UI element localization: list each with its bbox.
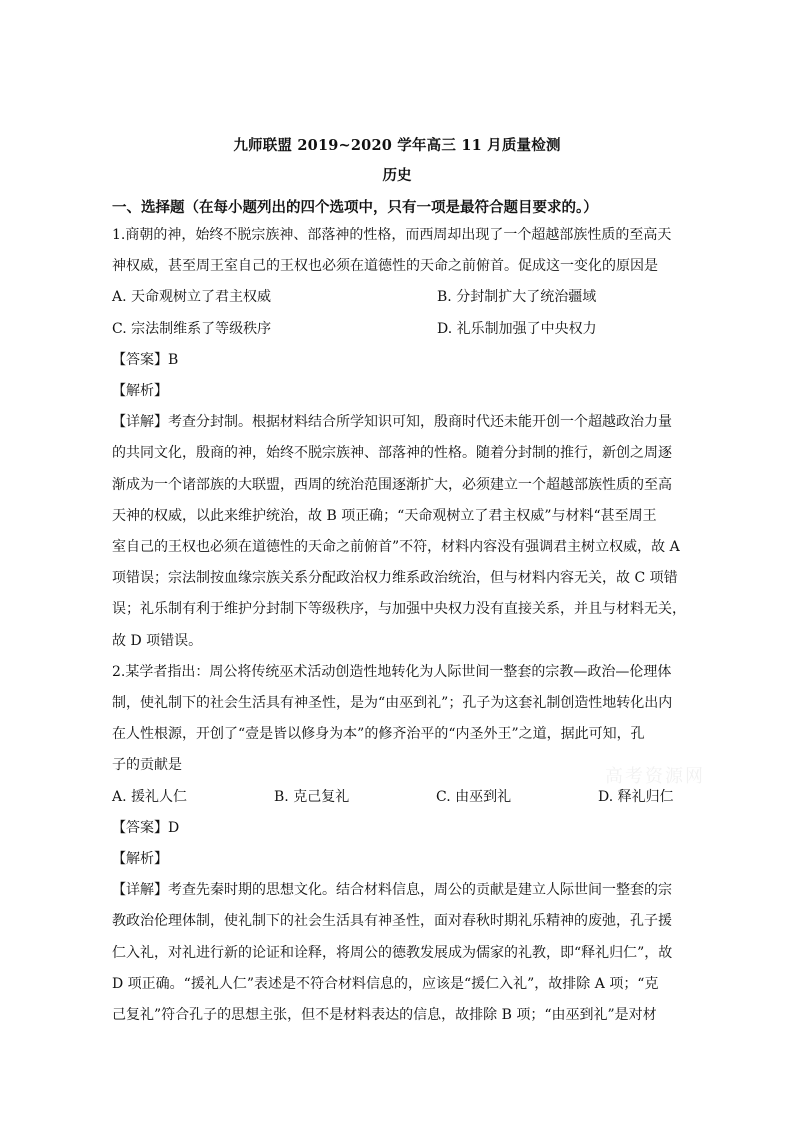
q2-option-d: D. 释礼归仁 <box>598 788 674 805</box>
q2-option-b: B. 克己复礼 <box>274 788 350 805</box>
q1-detail-line: 的共同文化，殷商的神，始终不脱宗族神、部落神的性格。随着分封制的推行，新创之周逐 <box>112 445 672 462</box>
q1-option-b: B. 分封制扩大了统治疆域 <box>437 289 597 306</box>
q1-option-d: D. 礼乐制加强了中央权力 <box>437 320 597 337</box>
q1-detail-line: 渐成为一个诸部族的大联盟，西周的统治范围逐渐扩大，必须建立一个超越部族性质的至高 <box>112 476 672 493</box>
q1-detail-line: 故 D 项错误。 <box>112 632 203 649</box>
q2-stem-line: 在人性根源，开创了“壹是皆以修身为本”的修齐治平的“内圣外王”之道，据此可知，孔 <box>112 726 645 743</box>
q2-detail-line: D 项正确。“援礼人仁”表述是不符合材料信息的，应该是“援仁入礼”，故排除 A 项；“克 <box>112 975 659 992</box>
q2-option-c: C. 由巫到礼 <box>436 788 512 805</box>
q2-answer: 【答案】D <box>112 819 180 836</box>
exam-title: 九师联盟 2019~2020 学年高三 11 月质量检测 <box>233 137 561 154</box>
q2-stem-line: 制，使礼制下的社会生活具有神圣性，是为“由巫到礼”；孔子为这套礼制创造性地转化出内 <box>112 695 673 712</box>
q1-stem-line: 1.商朝的神，始终不脱宗族神、部落神的性格，而西周却出现了一个超越部族性质的至高天 <box>112 227 672 243</box>
q2-stem-line: 2.某学者指出：周公将传统巫术活动创造性地转化为人际世间一整套的宗教—政治—伦理体 <box>112 663 672 680</box>
q1-options-row-2 <box>112 314 692 345</box>
q2-detail-line: 仁入礼，对礼进行新的论证和诠释，将周公的德教发展成为儒家的礼教，即“释礼归仁”，故 <box>112 944 673 961</box>
watermark: 高考资源网 <box>605 766 705 787</box>
q1-stem-line: 神权威，甚至周王室自己的王权也必须在道德性的天命之前俯首。促成这一变化的原因是 <box>112 258 658 275</box>
q1-option-a: A. 天命观树立了君主权威 <box>112 289 272 306</box>
q2-stem-line: 子的贡献是 <box>112 757 182 774</box>
q1-detail-line: 误；礼乐制有利于维护分封制下等级秩序，与加强中央权力没有直接关系，并且与材料无关， <box>112 601 686 618</box>
section-heading: 一、选择题（在每小题列出的四个选项中，只有一项是最符合题目要求的。） <box>112 199 598 216</box>
q2-analysis-label: 【解析】 <box>112 851 168 868</box>
subject-heading: 历史 <box>382 167 412 184</box>
q1-answer: 【答案】B <box>112 351 179 368</box>
q2-detail-line: 己复礼”符合孔子的思想主张，但不是材料表达的信息，故排除 B 项；“由巫到礼”是对材 <box>112 1007 657 1024</box>
q2-option-a: A. 援礼人仁 <box>112 788 188 805</box>
q1-option-c: C. 宗法制维系了等级秩序 <box>112 320 272 337</box>
q1-analysis-label: 【解析】 <box>112 383 168 400</box>
q1-detail-line: 项错误；宗法制按血缘宗族关系分配政治权力维系政治统治，但与材料内容无关，故 C 项错 <box>112 570 678 587</box>
q1-detail-line: 天神的权威，以此来维护统治，故 B 项正确；“天命观树立了君主权威”与材料“甚至周王 <box>112 507 657 524</box>
q2-detail-line: 教政治伦理体制，使礼制下的社会生活具有神圣性，面对春秋时期礼乐精神的废弛，孔子援 <box>112 913 672 930</box>
q2-detail-line: 【详解】考查先秦时期的思想文化。结合材料信息，周公的贡献是建立人际世间一整套的宗 <box>112 882 672 899</box>
q1-detail-line: 【详解】考查分封制。根据材料结合所学知识可知，殷商时代还未能开创一个超越政治力量 <box>112 414 672 431</box>
q1-options-row-1 <box>112 282 692 313</box>
document-body <box>112 220 692 1031</box>
q1-detail-line: 室自己的王权也必须在道德性的天命之前俯首”不符，材料内容没有强调君主树立权威，故 A <box>112 539 680 556</box>
